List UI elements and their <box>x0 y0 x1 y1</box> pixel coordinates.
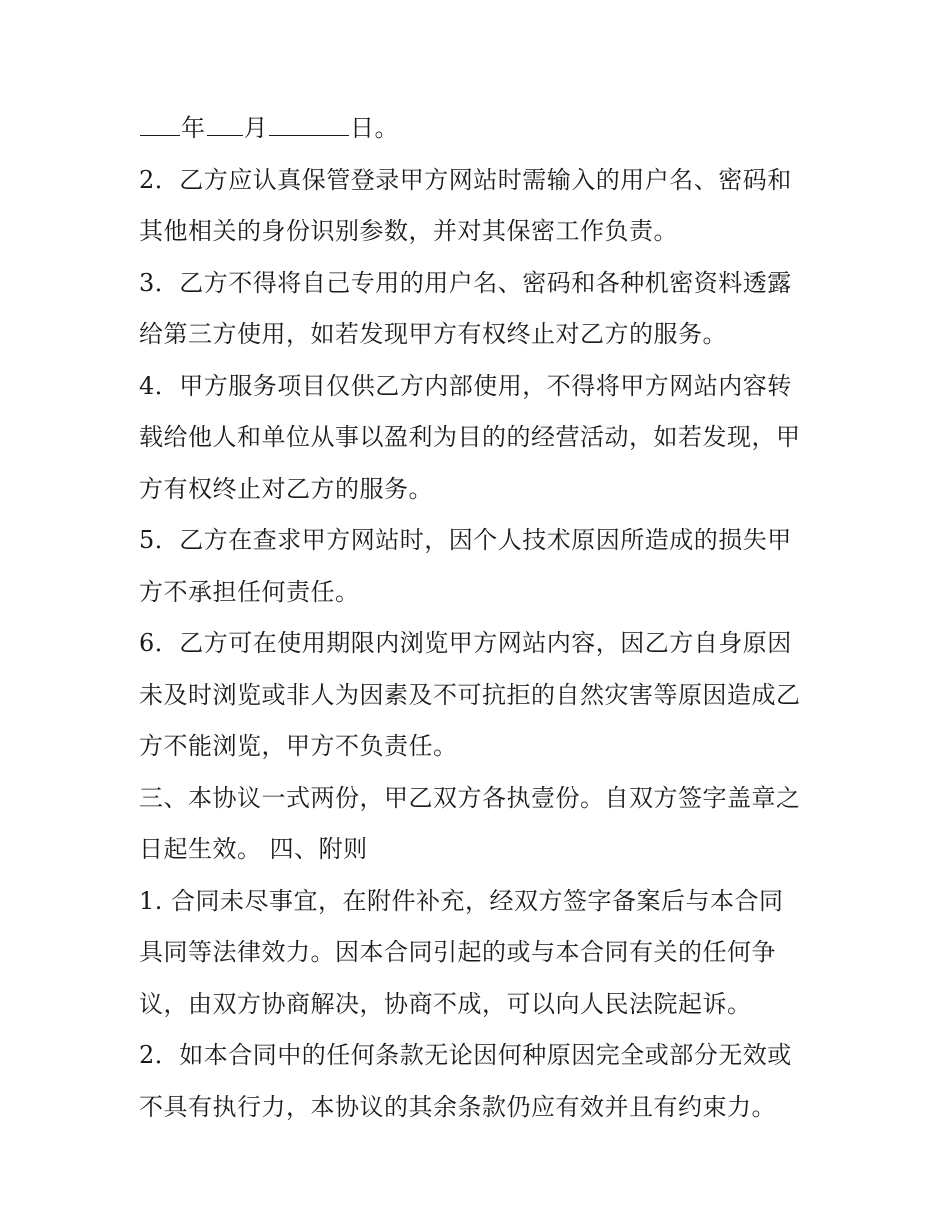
text-line: 方不承担任何责任。 <box>139 577 360 606</box>
text-line: 不具有执行力，本协议的其余条款仍应有效并且有约束力。 <box>139 1092 776 1121</box>
text-line: 未及时浏览或非人为因素及不可抗拒的自然灾害等原因造成乙 <box>139 680 801 709</box>
text-line: 日起生效。 四、附则 <box>139 835 368 863</box>
month-label: 月 <box>243 114 268 142</box>
date-line <box>139 103 829 155</box>
month-blank <box>207 115 243 136</box>
text-line: 2．乙方应认真保管登录甲方网站时需输入的用户名、密码和 <box>139 165 792 194</box>
text-line: 具同等法律效力。因本合同引起的或与本合同有关的任何争 <box>139 938 776 966</box>
text-line: 三、本协议一式两份，甲乙双方各执壹份。自双方签字盖章之 <box>139 783 801 812</box>
text-line: 方有权终止对乙方的服务。 <box>139 474 433 503</box>
text-line: 6．乙方可在使用期限内浏览甲方网站内容，因乙方自身原因 <box>139 629 792 657</box>
text-line: 载给他人和单位从事以盈利为目的的经营活动，如若发现，甲 <box>139 423 801 451</box>
text-line: 5．乙方在查求甲方网站时，因个人技术原因所造成的损失甲 <box>139 526 792 554</box>
day-label: 日。 <box>350 114 399 142</box>
text-line: 其他相关的身份识别参数，并对其保密工作负责。 <box>139 217 678 245</box>
text-line: 方不能浏览，甲方不负责任。 <box>139 732 458 760</box>
text-line: 4．甲方服务项目仅供乙方内部使用，不得将甲方网站内容转 <box>139 371 792 400</box>
day-blank <box>269 115 349 136</box>
document-body <box>139 103 829 1133</box>
text-line: 3．乙方不得将自己专用的用户名、密码和各种机密资料透露 <box>139 268 792 297</box>
year-label: 年 <box>181 114 206 142</box>
text-line: 给第三方使用，如若发现甲方有权终止对乙方的服务。 <box>139 320 727 348</box>
text-line: 1. 合同未尽事宜，在附件补充，经双方签字备案后与本合同 <box>139 886 784 915</box>
text-line: 议，由双方协商解决，协商不成，可以向人民法院起诉。 <box>139 989 752 1018</box>
text-line: 2．如本合同中的任何条款无论因何种原因完全或部分无效或 <box>139 1041 792 1069</box>
year-blank <box>140 115 180 136</box>
